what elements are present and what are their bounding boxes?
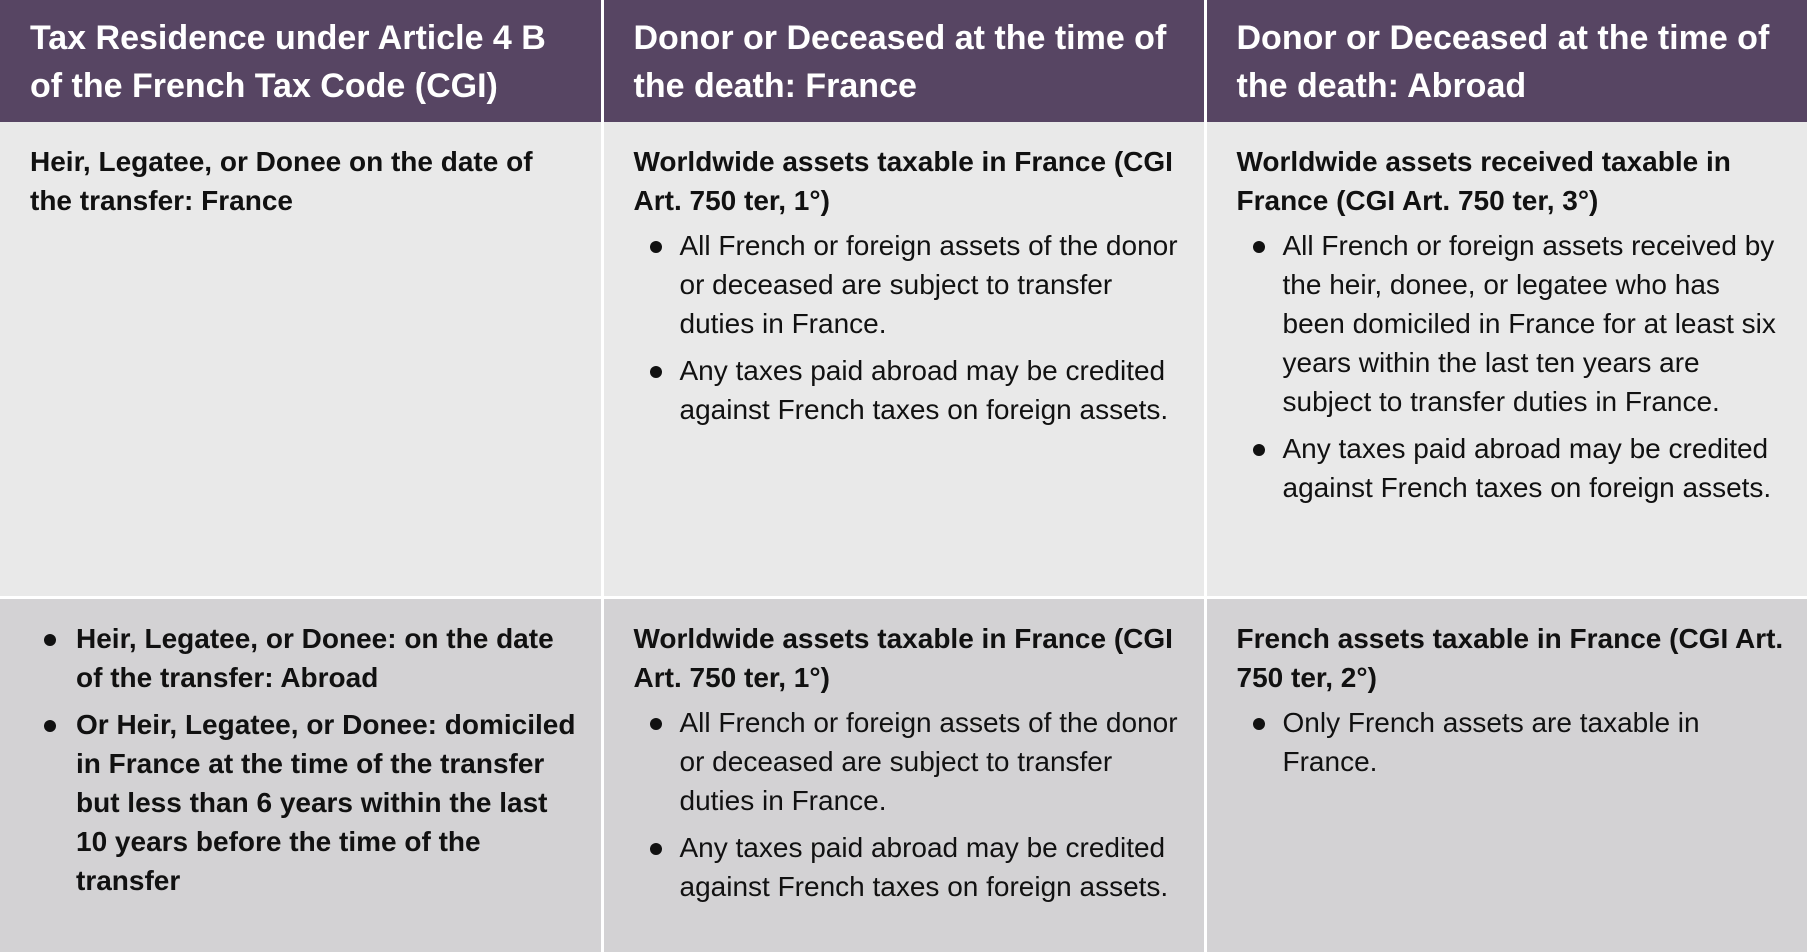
row1-abroad-cell [1205, 122, 1807, 597]
row2-residence-bullets [30, 619, 579, 900]
list-item: Any taxes paid abroad may be credited against French taxes on foreign assets. [1253, 429, 1786, 507]
table-header [0, 0, 1807, 122]
list-item: Any taxes paid abroad may be credited against French taxes on foreign assets. [650, 351, 1182, 429]
table-row [0, 597, 1807, 952]
row1-abroad-heading: Worldwide assets received taxable in France (CGI Art. 750 ter, 3°) [1236, 146, 1731, 216]
row1-france-bullets [634, 226, 1182, 429]
row1-abroad-bullets [1237, 226, 1786, 507]
header-donor-abroad: Donor or Deceased at the time of the death: Abroad [1205, 0, 1807, 122]
header-donor-france: Donor or Deceased at the time of the death: France [602, 0, 1205, 122]
table-row [0, 122, 1807, 597]
table-body [0, 122, 1807, 952]
row1-france-cell [602, 122, 1205, 597]
list-item: All French or foreign assets of the donor or deceased are subject to transfer duties in France. [650, 703, 1182, 820]
header-row [0, 0, 1807, 122]
row2-france-bullets [634, 703, 1182, 906]
list-item: Heir, Legatee, or Donee: on the date of the transfer: Abroad [44, 619, 579, 697]
row2-abroad-heading: French assets taxable in France (CGI Art. 750 ter, 2°) [1236, 622, 1784, 693]
row2-abroad-bullets [1237, 703, 1786, 781]
list-item: All French or foreign assets received by the heir, donee, or legatee who has been domiciled in France for at least six years within the last ten years are subject to transfer duties in France. [1253, 226, 1786, 421]
list-item: Only French assets are taxable in France. [1253, 703, 1786, 781]
row2-france-cell [602, 597, 1205, 952]
row1-residence-text: Heir, Legatee, or Donee on the date of the transfer: France [30, 146, 533, 216]
row1-residence-cell [0, 122, 602, 597]
list-item: Any taxes paid abroad may be credited against French taxes on foreign assets. [650, 828, 1182, 906]
row1-france-heading: Worldwide assets taxable in France (CGI Art. 750 ter, 1°) [633, 146, 1173, 216]
row2-abroad-cell [1205, 597, 1807, 952]
row2-france-heading: Worldwide assets taxable in France (CGI Art. 750 ter, 1°) [633, 622, 1173, 693]
list-item: Or Heir, Legatee, or Donee: domiciled in France at the time of the transfer but less than 6 years within the last 10 years before the time of the transfer [44, 705, 579, 900]
header-tax-residence: Tax Residence under Article 4 B of the French Tax Code (CGI) [0, 0, 602, 122]
row2-residence-cell [0, 597, 602, 952]
list-item: All French or foreign assets of the donor or deceased are subject to transfer duties in France. [650, 226, 1182, 343]
